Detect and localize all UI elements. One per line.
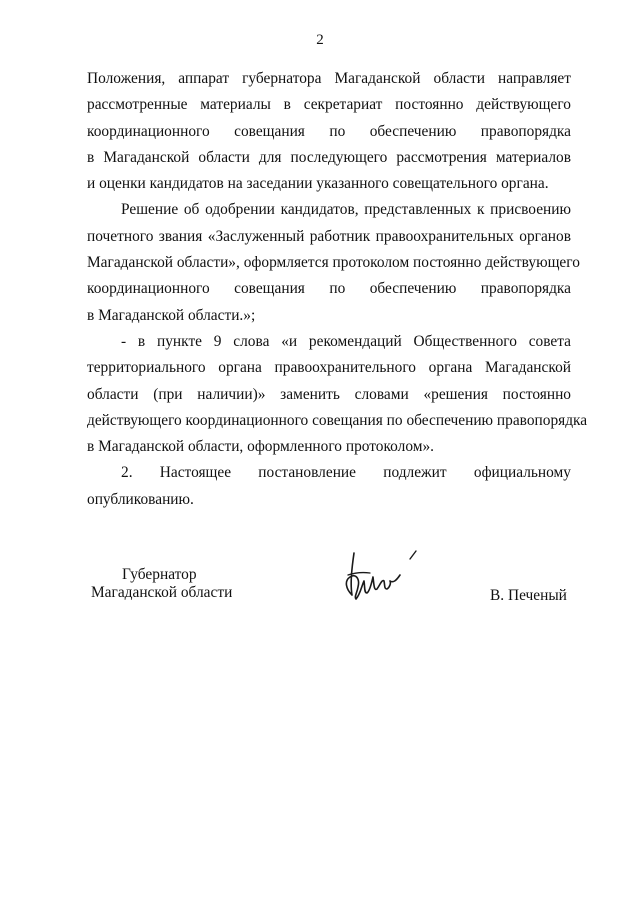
text-line: действующего координационного совещания по обеспечению правопорядка [87,411,588,429]
text-line: рассмотренные материалы в секретариат постоянно действующего [87,96,571,114]
text-line: в Магаданской области, оформленного протоколом». [87,438,435,456]
signatory-title-line1: Губернатор [122,566,197,583]
signatory-name: В. Печеный [490,587,567,604]
text-line: координационного совещания по обеспечению правопорядка [87,122,571,140]
text-line: в Магаданской области для последующего рассмотрения материалов [87,148,571,166]
text-line: Магаданской области», оформляется протоколом постоянно действующего [87,254,580,272]
text-line: области (при наличии)» заменить словами «решения постоянно [87,385,571,403]
text-line: территориального органа правоохранительного органа Магаданской [87,359,571,377]
text-line: 2. Настоящее постановление подлежит официальному [121,464,571,482]
text-line: почетного звания «Заслуженный работник правоохранительных органов [87,227,571,245]
text-line: в Магаданской области.»; [87,306,256,324]
text-line: и оценки кандидатов на заседании указанного совещательного органа. [87,175,549,193]
text-line: опубликованию. [87,490,194,508]
text-line: координационного совещания по обеспечению правопорядка [87,280,571,298]
signatory-title-line2: Магаданской области [91,584,233,601]
text-line: Положения, аппарат губернатора Магаданской области направляет [87,70,571,87]
handwritten-signature [340,545,430,605]
text-line: Решение об одобрении кандидатов, представленных к присвоению [121,201,571,219]
page-number: 2 [316,32,324,48]
text-line: - в пункте 9 слова «и рекомендаций Общественного совета [121,332,571,350]
